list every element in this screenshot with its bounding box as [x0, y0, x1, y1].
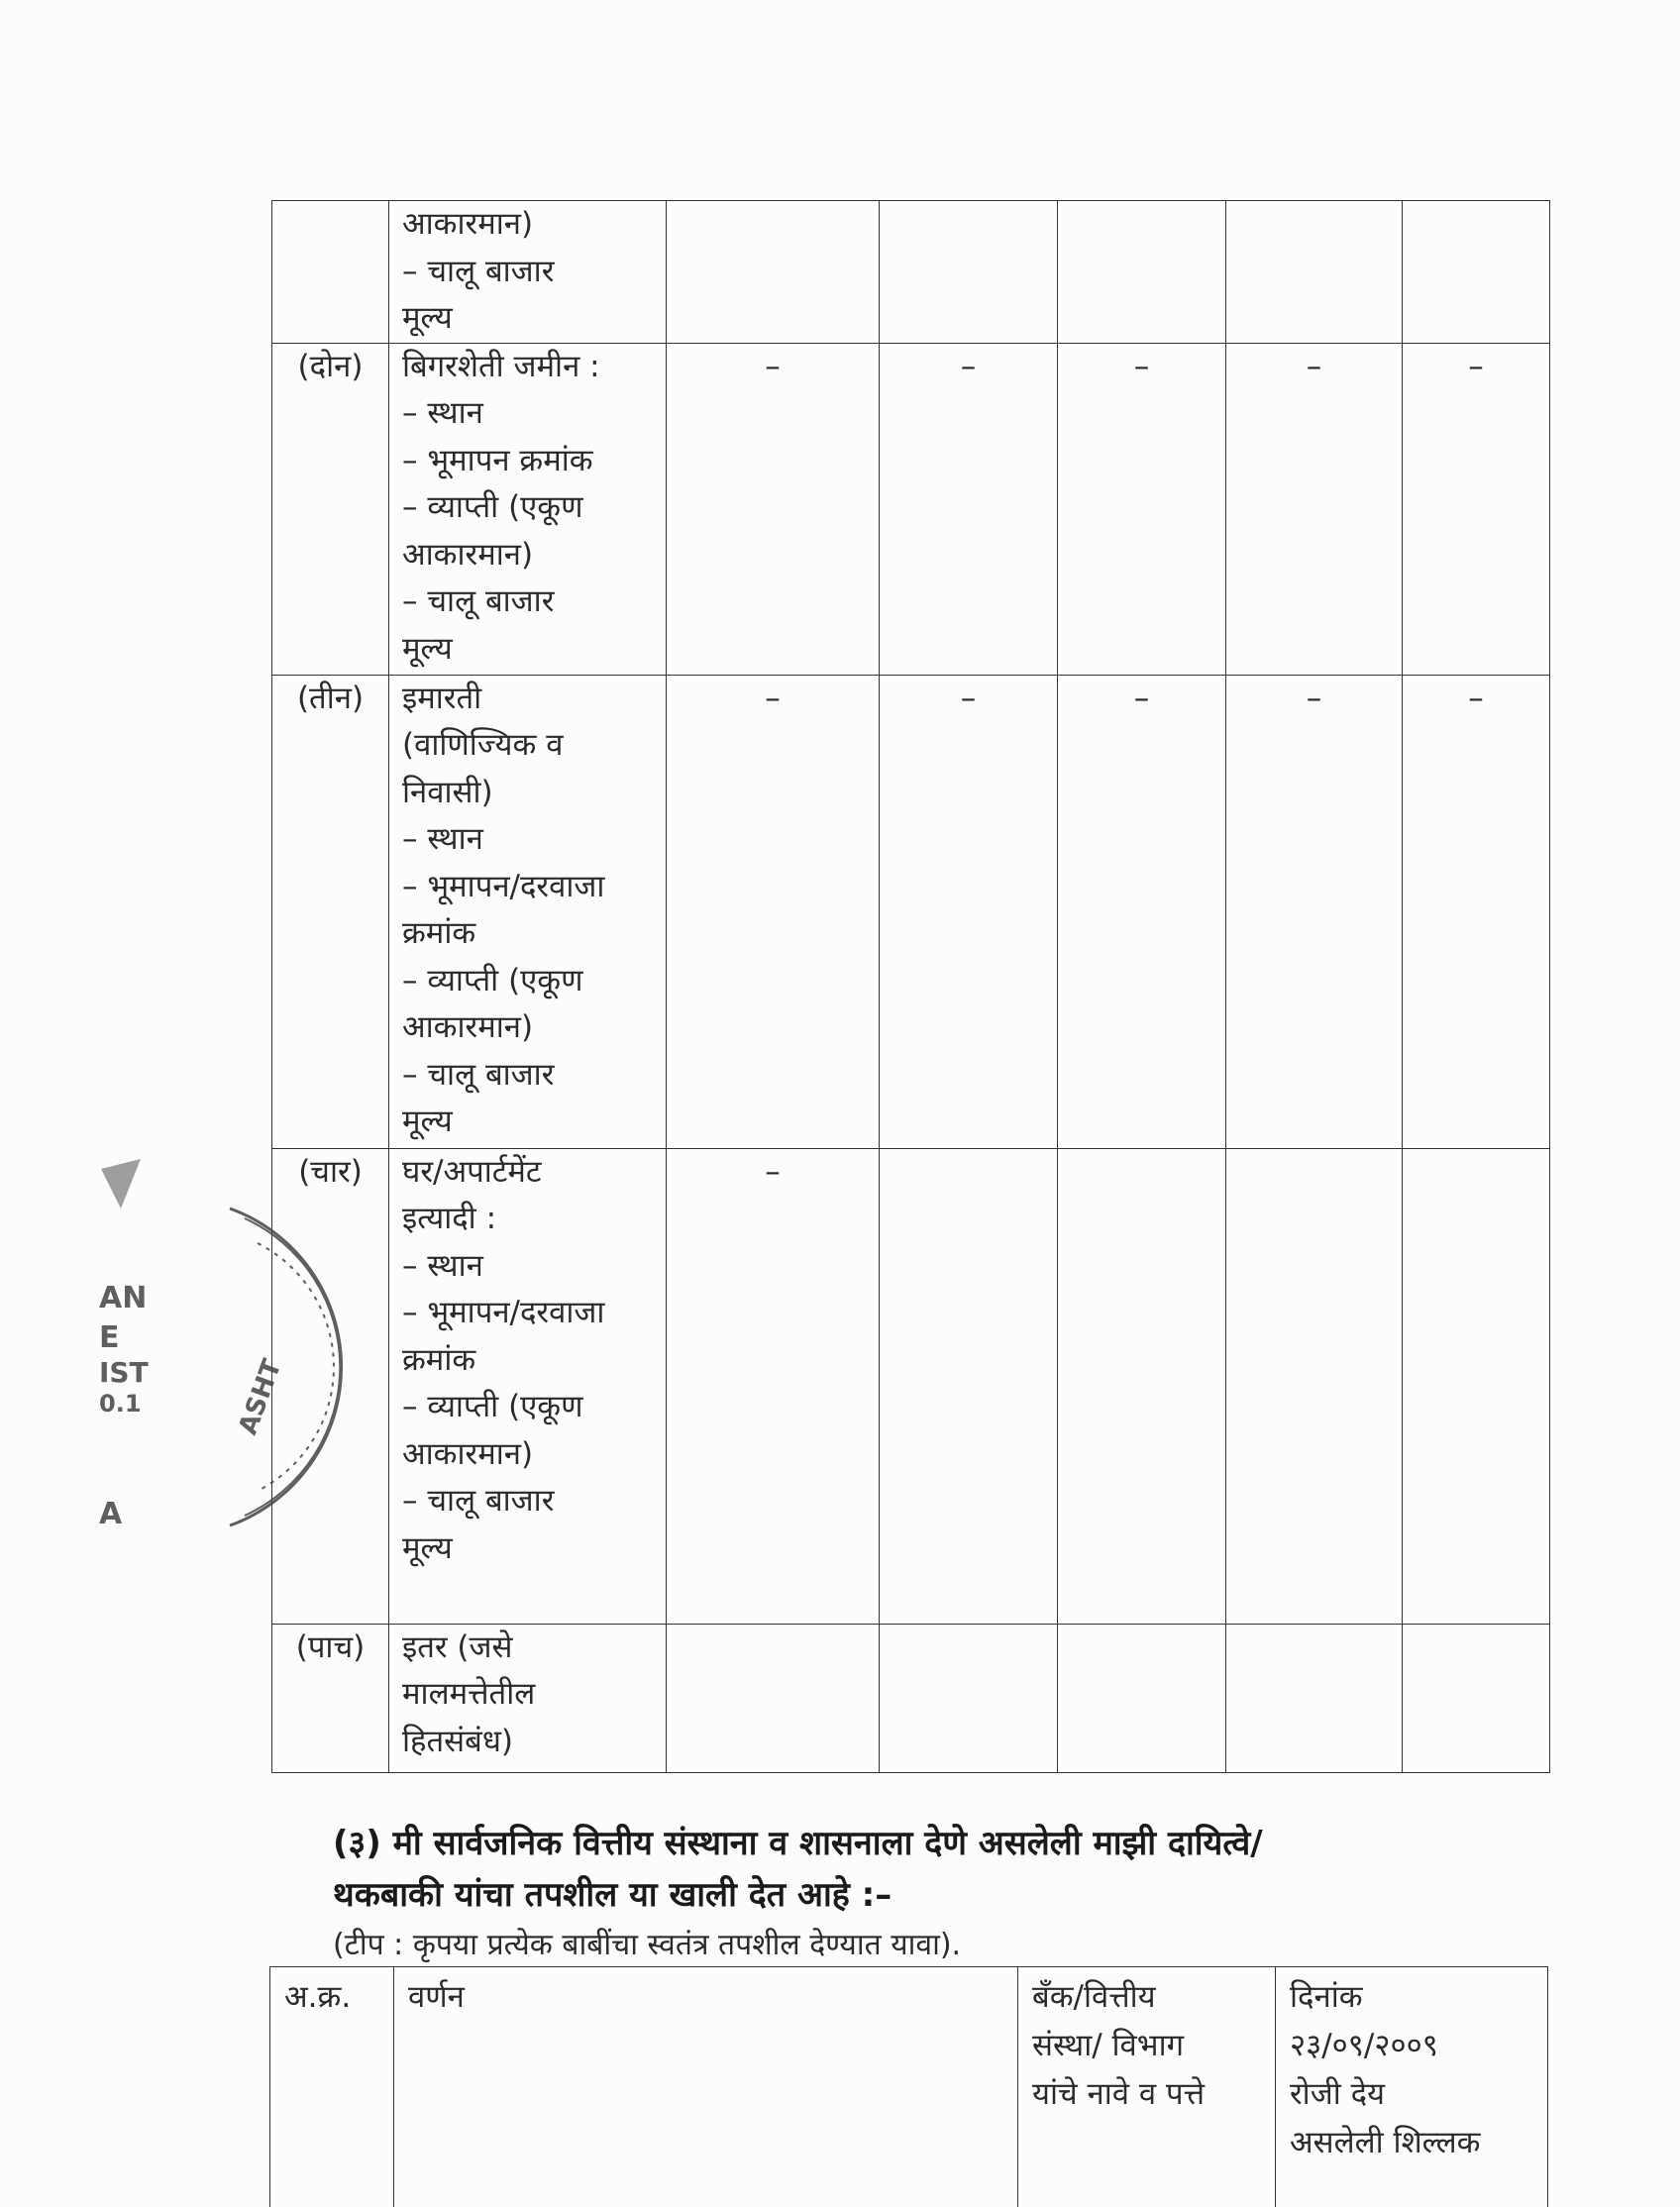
- table-cell: –: [667, 343, 880, 675]
- table-row: [272, 343, 1550, 675]
- table-cell: [880, 1624, 1058, 1772]
- svg-text:AN: AN: [99, 1281, 147, 1315]
- table-cell: –: [1058, 675, 1226, 1148]
- table-row: [272, 675, 1550, 1148]
- svg-text:ASHT: ASHT: [233, 1355, 287, 1438]
- row-number: (दोन): [272, 343, 389, 675]
- svg-text:A: A: [99, 1497, 123, 1531]
- row-description: इतर (जसे मालमत्तेतील हितसंबंध): [389, 1624, 667, 1772]
- table-cell: [1403, 1148, 1550, 1624]
- table-cell: [1058, 1624, 1226, 1772]
- table-cell: –: [880, 343, 1058, 675]
- svg-text:E: E: [99, 1320, 120, 1355]
- table-cell: [880, 1148, 1058, 1624]
- header-bank: बँक/वित्तीय संस्था/ विभाग यांचे नावे व पत्ते: [1018, 1967, 1276, 2207]
- table-cell: [1403, 201, 1550, 344]
- table-cell: [667, 1624, 880, 1772]
- row-description: घर/अपार्टमेंट इत्यादी : – स्थान – भूमापन/दरवाजा क्रमांक – व्याप्ती (एकूण आकारमान) – चालू बाजार मूल्य: [389, 1148, 667, 1624]
- table-cell: –: [667, 675, 880, 1148]
- table-cell: –: [1403, 343, 1550, 675]
- table-cell: [1058, 201, 1226, 344]
- table-row: [272, 1624, 1550, 1772]
- header-description: वर्णन: [394, 1967, 1018, 2207]
- header-serial: अ.क्र.: [270, 1967, 394, 2207]
- table-header-row: [270, 1967, 1548, 2207]
- table-cell: [1226, 1624, 1403, 1772]
- liabilities-table: [269, 1966, 1548, 2207]
- table-cell: [1226, 201, 1403, 344]
- seal-stamp-icon: [81, 1149, 279, 1565]
- row-description: बिगरशेती जमीन : – स्थान – भूमापन क्रमांक – व्याप्ती (एकूण आकारमान) – चालू बाजार मूल्य: [389, 343, 667, 675]
- svg-text:0.1: 0.1: [99, 1390, 142, 1418]
- table-row: [272, 201, 1550, 344]
- header-balance: दिनांक २३/०९/२००९ रोजी देय असलेली शिल्लक: [1276, 1967, 1548, 2207]
- table-cell: –: [1058, 343, 1226, 675]
- table-cell: –: [667, 1148, 880, 1624]
- table-cell: –: [880, 675, 1058, 1148]
- table-cell: [1403, 1624, 1550, 1772]
- table-row: [272, 1148, 1550, 1624]
- table-cell: [1058, 1148, 1226, 1624]
- table-cell: [880, 201, 1058, 344]
- table-cell: –: [1226, 343, 1403, 675]
- row-number: (तीन): [272, 675, 389, 1148]
- assets-table: [271, 200, 1550, 1773]
- row-number: [272, 201, 389, 344]
- row-description: आकारमान) – चालू बाजार मूल्य: [389, 201, 667, 344]
- table-cell: [667, 201, 880, 344]
- table-cell: –: [1226, 675, 1403, 1148]
- table-cell: –: [1403, 675, 1550, 1148]
- section-heading: (३) मी सार्वजनिक वित्तीय संस्थाना व शासनाला देणे असलेली माझी दायित्वे/ थकबाकी यांचा तपशील या खाली देत आहे :–: [333, 1818, 1561, 1921]
- section-note: (टीप : कृपया प्रत्येक बाबींचा स्वतंत्र तपशील देण्यात यावा).: [333, 1924, 1561, 1967]
- table-cell: [1226, 1148, 1403, 1624]
- row-number: (पाच): [272, 1624, 389, 1772]
- row-description: इमारती (वाणिज्यिक व निवासी) – स्थान – भूमापन/दरवाजा क्रमांक – व्याप्ती (एकूण आकारमान) – चालू बाजार मूल्य: [389, 675, 667, 1148]
- row-number: (चार): [272, 1148, 389, 1624]
- svg-text:IST: IST: [99, 1356, 149, 1389]
